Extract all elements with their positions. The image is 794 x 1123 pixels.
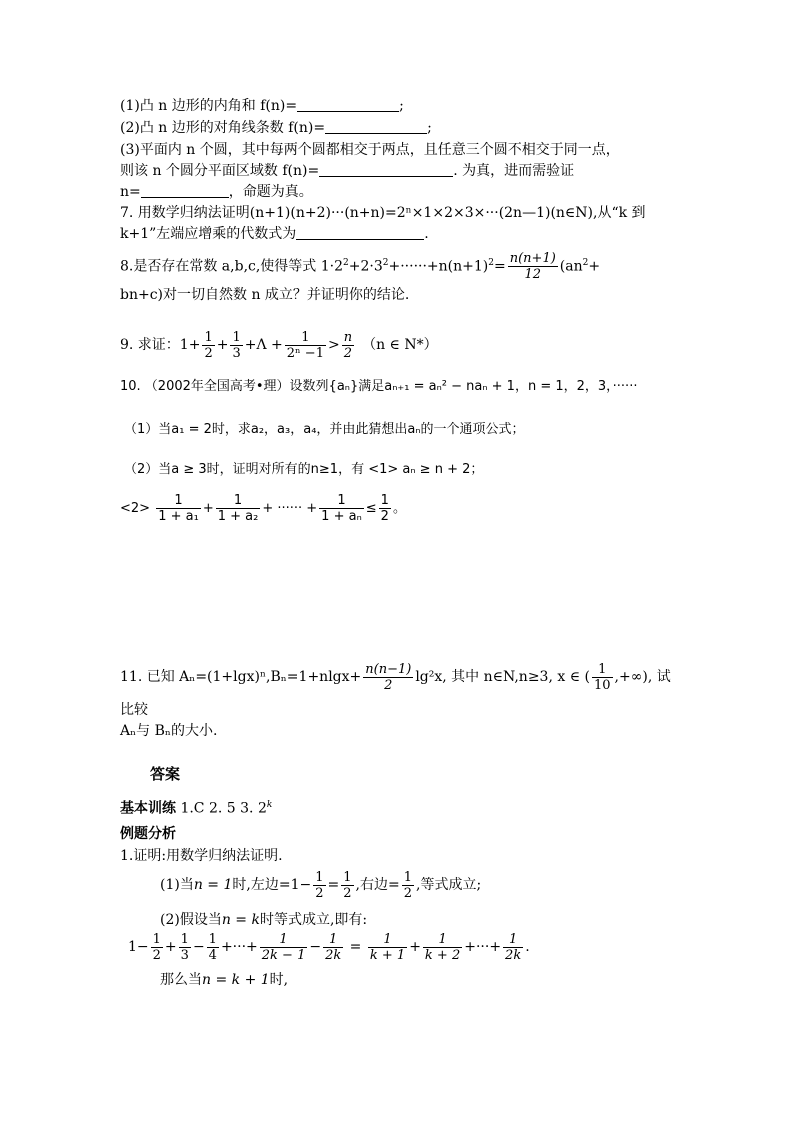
answers-heading: 答案 bbox=[150, 765, 181, 783]
fraction: $\frac{1}{\text{1 + a₂}}$ bbox=[217, 493, 259, 524]
proof-step-2: (2)假设当n = k时等式成立,即有: bbox=[160, 912, 368, 928]
fraction: $\frac{n(n-1)}{2}$ bbox=[365, 661, 412, 693]
fraction: $\frac{1}{2}$ bbox=[380, 493, 389, 524]
q8-line-1: 8.是否存在常数 a,b,c,使得等式 $1\cdot 2^2+2\cdot 3^2+\cdot\cdot\cdot\cdot\cdot\cdot+n(n+1)^2=$ $\frac{n(n+1)}{12}$ ($an^2+$ bbox=[120, 251, 601, 283]
fraction: $\frac{1}{2}$ bbox=[403, 869, 412, 901]
q6-line-1: (1)凸 n 边形的内角和 f(n)= ; bbox=[120, 98, 404, 114]
fraction: $\frac{n}{2}$ bbox=[343, 329, 353, 361]
proof-step-3: 那么当n = k + 1时, bbox=[160, 972, 289, 988]
fraction: $\frac{1}{10}$ bbox=[594, 661, 611, 693]
answer-blank bbox=[141, 183, 229, 198]
answer-blank bbox=[297, 97, 399, 112]
answer-blank bbox=[319, 162, 453, 177]
q6-line-3: (3)平面内 n 个圆，其中每两个圆都相交于两点，且任意三个圆不相交于同一点， bbox=[120, 142, 620, 158]
proof-step-1: (1)当n = 1时,左边=1− $\frac{1}{2}$ = $\frac{1}{2}$ ,右边= $\frac{1}{2}$ ,等式成立; bbox=[160, 869, 482, 901]
proof-equation: 1− $\frac{1}{2}$ + $\frac{1}{3}$ − $\frac{1}{4}$ +···+ $\frac{1}{2k - 1}$ − $\frac{1}{2k}$ = $\frac{1}{k + 1}$ + $\frac{1}{k + 2}$ +···+ $\frac{1}{2k}$ . bbox=[128, 931, 530, 963]
fraction: $\frac{1}{2k}$ bbox=[325, 931, 342, 963]
q11-line-1: 11. 已知 Aₙ=(1+lgx)ⁿ,Bₙ=1+nlgx+ $\frac{n(n-1)}{2}$ lg²x, 其中 n∈N,n≥3, x ∈ ( $\frac{1}{10}$ ,+∞), 试 bbox=[120, 661, 671, 693]
q8-line-2: bn+c)对一切自然数 n 成立？并证明你的结论. bbox=[120, 287, 410, 303]
q10-part-2: （2）当a ≥ 3时，证明对所有的n≥1，有 <1> aₙ ≥ n + 2； bbox=[124, 462, 484, 477]
q10-part-1: （1）当a₁ = 2时，求a₂，a₃，a₄，并由此猜想出aₙ的一个通项公式； bbox=[124, 422, 525, 437]
fraction: $\frac{1}{k + 2}$ bbox=[424, 931, 461, 963]
fraction: $\frac{1}{2}$ bbox=[343, 869, 352, 901]
answer-blank bbox=[325, 119, 427, 134]
q10-title: 10. （2002年全国高考•理）设数列{aₙ}满足aₙ₊₁ = aₙ² − naₙ + 1，n = 1，2，3，······ bbox=[120, 379, 638, 394]
fraction: $\frac{1}{4}$ bbox=[208, 931, 217, 963]
q6-line-5: n= ，命题为真。 bbox=[120, 184, 313, 200]
fraction: $\frac{1}{3}$ bbox=[180, 931, 189, 963]
q9-line: 9. 求证：1+ $\frac{1}{2}$ + $\frac{1}{3}$ +Λ + $\frac{1}{\text{2ⁿ −1}}$ > $\frac{n}{2}$ （n ∈ N*） bbox=[120, 329, 438, 361]
proof-intro: 1.证明:用数学归纳法证明. bbox=[120, 848, 283, 864]
q6-line-2: (2)凸 n 边形的对角线条数 f(n)= ; bbox=[120, 120, 432, 136]
q10-part-3: <2> $\frac{1}{\text{1 + a₁}}$ + $\frac{1}{\text{1 + a₂}}$ + ······ + $\frac{1}{\text{1 + aₙ}}$ ≤ $\frac{1}{2}$ 。 bbox=[120, 493, 406, 524]
fraction: $\frac{1}{2}$ bbox=[204, 329, 213, 361]
example-analysis-heading: 例题分析 bbox=[120, 826, 176, 842]
fraction: $\frac{n(n+1)}{12}$ bbox=[509, 251, 556, 283]
q6-line-4: 则该 n 个圆分平面区域数 f(n)= . 为真，进而需验证 bbox=[120, 163, 575, 179]
answer-blank bbox=[296, 225, 424, 240]
fraction: $\frac{1}{2k}$ bbox=[505, 931, 522, 963]
fraction: $\frac{1}{2k - 1}$ bbox=[261, 931, 306, 963]
fraction: $\frac{1}{2}$ bbox=[315, 869, 324, 901]
fraction: $\frac{1}{3}$ bbox=[232, 329, 241, 361]
q11-line-3: Aₙ与 Bₙ的大小. bbox=[120, 723, 218, 739]
fraction: $\frac{1}{2}$ bbox=[152, 931, 161, 963]
q7-line-2: k+1”左端应增乘的代数式为 . bbox=[120, 226, 429, 242]
q11-line-2: 比较 bbox=[120, 702, 148, 718]
fraction: $\frac{1}{\text{1 + aₙ}}$ bbox=[321, 493, 362, 524]
basic-training: 基本训练 1.C 2. 5 3. 2$^k$ bbox=[120, 800, 273, 817]
q7-line-1: 7. 用数学归纳法证明(n+1)(n+2)···(n+n)=2ⁿ×1×2×3×···(2n—1)(n∈N),从“k 到 bbox=[120, 205, 646, 221]
fraction: $\frac{1}{\text{2ⁿ −1}}$ bbox=[286, 329, 324, 361]
fraction: $\frac{1}{k + 1}$ bbox=[369, 931, 406, 963]
fraction: $\frac{1}{\text{1 + a₁}}$ bbox=[158, 493, 199, 524]
